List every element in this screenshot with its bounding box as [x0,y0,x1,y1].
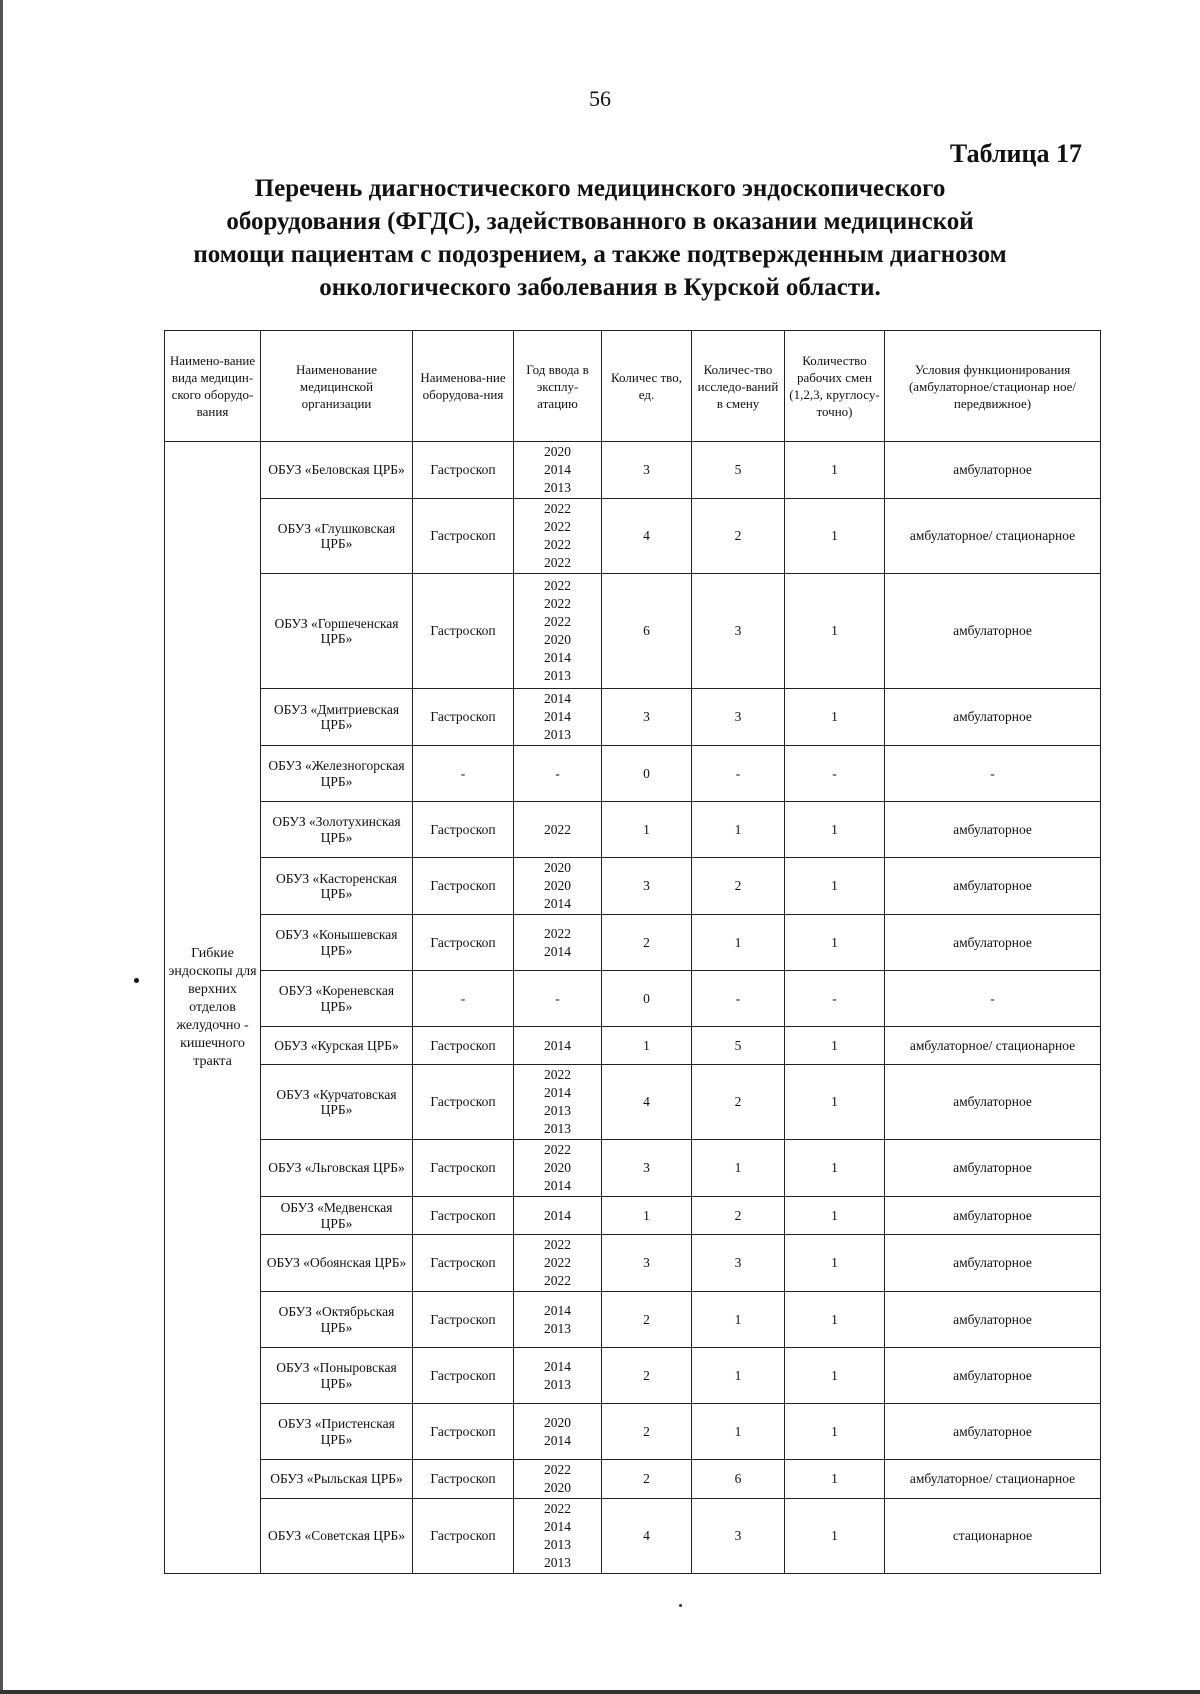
shifts-cell: 1 [785,1197,885,1235]
device-cell: Гастроскоп [413,499,514,574]
year-value: 2013 [544,1320,571,1336]
conditions-cell: амбулаторное [885,1235,1101,1292]
studies-cell: 6 [692,1460,785,1499]
year-value: 2013 [544,668,571,683]
shifts-cell: 1 [785,1348,885,1404]
header-studies: Количес-тво исследо-ваний в смену [692,331,785,442]
year-value: 2022 [544,821,571,837]
organization-cell: ОБУЗ «Кореневская ЦРБ» [261,971,413,1027]
shifts-cell: 1 [785,499,885,574]
year-cell [514,802,602,858]
organization-cell: ОБУЗ «Железногорская ЦРБ» [261,746,413,802]
organization-cell: ОБУЗ «Дмитриевская ЦРБ» [261,689,413,746]
year-value: 2013 [544,1103,571,1118]
device-cell: Гастроскоп [413,1065,514,1140]
quantity-cell: 2 [602,1404,692,1460]
shifts-cell: 1 [785,689,885,746]
studies-cell: 2 [692,499,785,574]
organization-cell: ОБУЗ «Поныровская ЦРБ» [261,1348,413,1404]
shifts-cell: - [785,971,885,1027]
shifts-cell: 1 [785,442,885,499]
quantity-cell: 3 [602,858,692,915]
year-value: 2013 [544,1376,571,1392]
table-row [165,746,1101,802]
studies-cell: 5 [692,1027,785,1065]
year-cell [514,915,602,971]
conditions-cell: стационарное [885,1499,1101,1574]
studies-cell: 1 [692,802,785,858]
quantity-cell: 3 [602,1140,692,1197]
studies-cell: 1 [692,1348,785,1404]
studies-cell: 1 [692,1140,785,1197]
year-cell [514,574,602,689]
conditions-cell: - [885,746,1101,802]
year-value: 2022 [544,1462,571,1477]
year-value: 2014 [544,1432,571,1448]
year-value: 2022 [544,1501,571,1516]
conditions-cell: амбулаторное [885,1292,1101,1348]
studies-cell: - [692,746,785,802]
table-body [165,442,1101,1574]
device-cell: Гастроскоп [413,1197,514,1235]
quantity-cell: 2 [602,915,692,971]
year-cell [514,689,602,746]
header-conditions: Условия функционирования (амбулаторное/стационар ное/передвижное) [885,331,1101,442]
shifts-cell: 1 [785,1140,885,1197]
quantity-cell: 3 [602,442,692,499]
organization-cell: ОБУЗ «Льговская ЦРБ» [261,1140,413,1197]
year-value: 2014 [544,462,571,477]
header-equipment-type: Наимено-вание вида медицин-ского оборудо-вания [165,331,261,442]
year-value: 2022 [544,925,571,941]
year-cell [514,1460,602,1499]
shifts-cell: 1 [785,1404,885,1460]
shifts-cell: 1 [785,915,885,971]
header-quantity: Количес тво, ед. [602,331,692,442]
year-cell [514,1348,602,1404]
quantity-cell: 2 [602,1348,692,1404]
year-value: 2014 [544,709,571,724]
conditions-cell: амбулаторное [885,442,1101,499]
studies-cell: 2 [692,1197,785,1235]
year-value: 2022 [544,555,571,570]
organization-cell: ОБУЗ «Медвенская ЦРБ» [261,1197,413,1235]
shifts-cell: - [785,746,885,802]
studies-cell: 5 [692,442,785,499]
conditions-cell: амбулаторное/ стационарное [885,499,1101,574]
year-value: 2014 [544,1178,571,1193]
year-cell [514,1404,602,1460]
conditions-cell: амбулаторное [885,915,1101,971]
organization-cell: ОБУЗ «Касторенская ЦРБ» [261,858,413,915]
scan-dot [679,1604,682,1607]
table-row [165,1404,1101,1460]
year-value: 2014 [544,1519,571,1534]
year-value: 2014 [544,896,571,911]
studies-cell: 1 [692,1292,785,1348]
year-value: 2014 [544,1085,571,1100]
organization-cell: ОБУЗ «Советская ЦРБ» [261,1499,413,1574]
header-device: Наименова-ние оборудова-ния [413,331,514,442]
table-row [165,915,1101,971]
studies-cell: 1 [692,915,785,971]
shifts-cell: 1 [785,1065,885,1140]
studies-cell: 3 [692,574,785,689]
table-row [165,1140,1101,1197]
device-cell: Гастроскоп [413,574,514,689]
year-value: 2022 [544,1255,571,1270]
year-value: 2013 [544,1537,571,1552]
year-value: 2022 [544,1237,571,1252]
device-cell: Гастроскоп [413,1499,514,1574]
year-cell [514,442,602,499]
shifts-cell: 1 [785,574,885,689]
device-cell: Гастроскоп [413,689,514,746]
device-cell: Гастроскоп [413,1292,514,1348]
quantity-cell: 1 [602,1027,692,1065]
year-cell [514,1235,602,1292]
table-row [165,1499,1101,1574]
device-cell: Гастроскоп [413,1460,514,1499]
year-cell [514,1499,602,1574]
title-line: Перечень диагностического медицинского эндоскопического [254,175,946,202]
year-value: 2020 [544,632,571,647]
device-cell: Гастроскоп [413,858,514,915]
year-value: 2022 [544,1273,571,1288]
table-row [165,1197,1101,1235]
year-value: 2022 [544,1067,571,1082]
organization-cell: ОБУЗ «Беловская ЦРБ» [261,442,413,499]
quantity-cell: 0 [602,971,692,1027]
studies-cell: 3 [692,1235,785,1292]
quantity-cell: 6 [602,574,692,689]
year-value: 2013 [544,727,571,742]
year-value: 2022 [544,519,571,534]
quantity-cell: 1 [602,1197,692,1235]
studies-cell: 3 [692,1499,785,1574]
quantity-cell: 4 [602,499,692,574]
year-value: 2014 [544,650,571,665]
conditions-cell: амбулаторное [885,689,1101,746]
scan-edge-left [0,0,3,1694]
year-value: 2014 [544,1358,571,1374]
equipment-type-cell: Гибкие эндоскопы для верхних отделов желудочно - кишечного тракта [165,442,261,1574]
device-cell: Гастроскоп [413,442,514,499]
conditions-cell: амбулаторное [885,802,1101,858]
year-value: 2020 [544,860,571,875]
year-value: 2013 [544,480,571,495]
year-cell [514,1140,602,1197]
title-line: онкологического заболевания в Курской области. [319,274,881,301]
conditions-cell: амбулаторное [885,858,1101,915]
table-label: Таблица 17 [949,139,1082,168]
year-value: 2022 [544,1142,571,1157]
year-value: 2022 [544,596,571,611]
organization-cell: ОБУЗ «Конышевская ЦРБ» [261,915,413,971]
year-value: 2020 [544,1160,571,1175]
year-value: 2022 [544,537,571,552]
year-value: 2014 [544,691,571,706]
shifts-cell: 1 [785,1460,885,1499]
table-row [165,971,1101,1027]
device-cell: - [413,971,514,1027]
organization-cell: ОБУЗ «Курская ЦРБ» [261,1027,413,1065]
year-value: 2022 [544,614,571,629]
organization-cell: ОБУЗ «Курчатовская ЦРБ» [261,1065,413,1140]
device-cell: Гастроскоп [413,915,514,971]
year-value: 2013 [544,1121,571,1136]
table-row [165,574,1101,689]
year-value: 2020 [544,444,571,459]
quantity-cell: 4 [602,1499,692,1574]
conditions-cell: амбулаторное [885,1404,1101,1460]
table-row [165,689,1101,746]
studies-cell: 2 [692,1065,785,1140]
shifts-cell: 1 [785,858,885,915]
year-value: 2020 [544,1414,571,1430]
table-row [165,1235,1101,1292]
table-row [165,1460,1101,1499]
shifts-cell: 1 [785,1499,885,1574]
device-cell: Гастроскоп [413,1140,514,1197]
document-title [130,172,1070,304]
table-row [165,802,1101,858]
conditions-cell: - [885,971,1101,1027]
year-cell [514,971,602,1027]
quantity-cell: 4 [602,1065,692,1140]
studies-cell: 1 [692,1404,785,1460]
table-row [165,1027,1101,1065]
organization-cell: ОБУЗ «Обоянская ЦРБ» [261,1235,413,1292]
table-row [165,499,1101,574]
year-value: 2020 [544,878,571,893]
organization-cell: ОБУЗ «Октябрьская ЦРБ» [261,1292,413,1348]
year-cell [514,499,602,574]
shifts-cell: 1 [785,1292,885,1348]
conditions-cell: амбулаторное [885,1348,1101,1404]
scan-mark [134,978,139,983]
quantity-cell: 3 [602,1235,692,1292]
table-row [165,1348,1101,1404]
conditions-cell: амбулаторное [885,1140,1101,1197]
year-value: 2022 [544,501,571,516]
year-cell [514,1292,602,1348]
table-row [165,858,1101,915]
year-cell [514,1065,602,1140]
year-value: 2014 [544,1302,571,1318]
shifts-cell: 1 [785,1027,885,1065]
device-cell: Гастроскоп [413,1404,514,1460]
year-value: 2014 [544,1207,571,1223]
title-line: помощи пациентам с подозрением, а также подтвержденным диагнозом [193,241,1007,268]
device-cell: Гастроскоп [413,802,514,858]
conditions-cell: амбулаторное/ стационарное [885,1460,1101,1499]
device-cell: - [413,746,514,802]
quantity-cell: 0 [602,746,692,802]
quantity-cell: 3 [602,689,692,746]
studies-cell: 2 [692,858,785,915]
year-value: 2022 [544,578,571,593]
year-value: 2014 [544,1037,571,1053]
device-cell: Гастроскоп [413,1348,514,1404]
year-value: - [555,765,560,781]
organization-cell: ОБУЗ «Горшеченская ЦРБ» [261,574,413,689]
year-value: 2014 [544,943,571,959]
title-line: оборудования (ФГДС), задействованного в оказании медицинской [226,208,974,235]
table-row [165,1065,1101,1140]
scan-edge-bottom [0,1690,1200,1694]
table-row [165,442,1101,499]
header-organization: Наименование медицинской организации [261,331,413,442]
header-year: Год ввода в эксплу-атацию [514,331,602,442]
year-value: 2013 [544,1555,571,1570]
conditions-cell: амбулаторное [885,1197,1101,1235]
studies-cell: - [692,971,785,1027]
table-row [165,1292,1101,1348]
header-row [165,331,1101,442]
conditions-cell: амбулаторное [885,574,1101,689]
quantity-cell: 2 [602,1292,692,1348]
shifts-cell: 1 [785,802,885,858]
organization-cell: ОБУЗ «Пристенская ЦРБ» [261,1404,413,1460]
year-value: - [555,990,560,1006]
studies-cell: 3 [692,689,785,746]
conditions-cell: амбулаторное [885,1065,1101,1140]
organization-cell: ОБУЗ «Рыльская ЦРБ» [261,1460,413,1499]
year-cell [514,1027,602,1065]
conditions-cell: амбулаторное/ стационарное [885,1027,1101,1065]
quantity-cell: 1 [602,802,692,858]
organization-cell: ОБУЗ «Золотухинская ЦРБ» [261,802,413,858]
equipment-table [164,330,1101,1574]
year-value: 2020 [544,1480,571,1495]
shifts-cell: 1 [785,1235,885,1292]
device-cell: Гастроскоп [413,1027,514,1065]
quantity-cell: 2 [602,1460,692,1499]
device-cell: Гастроскоп [413,1235,514,1292]
organization-cell: ОБУЗ «Глушковская ЦРБ» [261,499,413,574]
year-cell [514,858,602,915]
page-number: 56 [589,86,611,111]
year-cell [514,746,602,802]
header-shifts: Количество рабочих смен (1,2,3, круглосу-точно) [785,331,885,442]
year-cell [514,1197,602,1235]
